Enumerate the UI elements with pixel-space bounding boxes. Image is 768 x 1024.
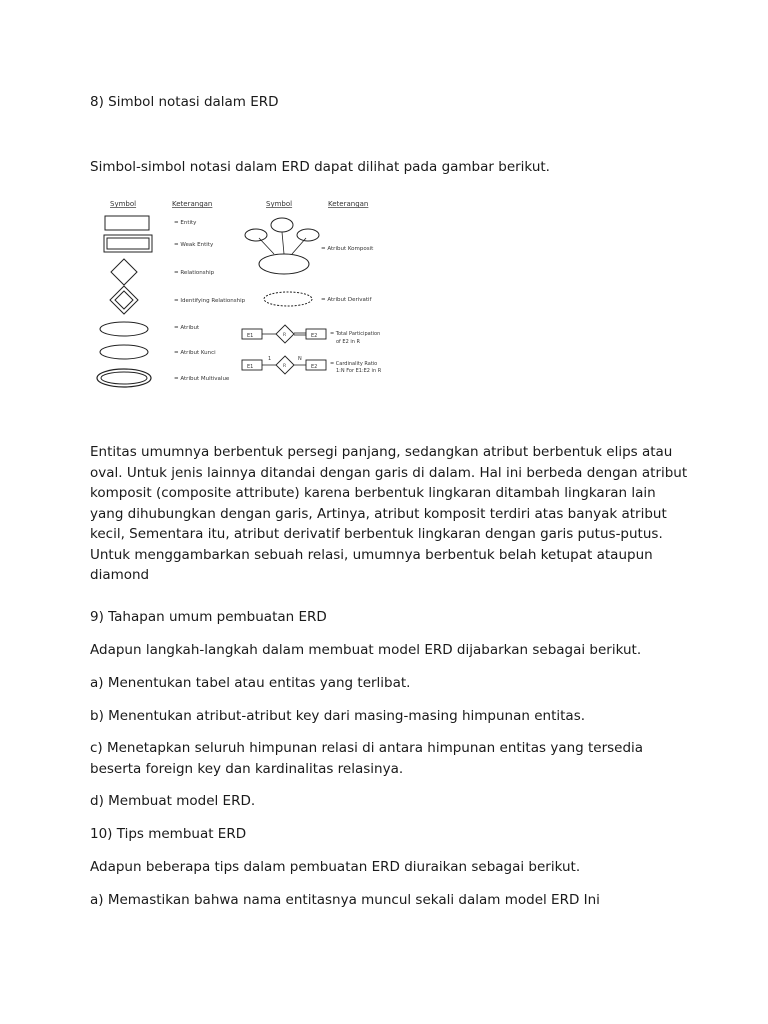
composite-sub-attribute-left bbox=[245, 229, 267, 241]
cardinality-label-1: = Cardinality Ratio bbox=[330, 361, 378, 367]
composite-attribute-symbol bbox=[259, 254, 309, 274]
total-participation-e1-text: E1 bbox=[247, 333, 254, 339]
cardinality-n-label: N bbox=[298, 356, 302, 362]
derived-attribute-label: = Atribut Derivatif bbox=[321, 297, 372, 303]
cardinality-r-text: R bbox=[283, 364, 287, 369]
section-9-intro: Adapun langkah-langkah dalam membuat model ERD dijabarkan sebagai berikut. bbox=[90, 642, 642, 658]
attribute-label: = Atribut bbox=[174, 325, 200, 331]
entity-symbol bbox=[105, 216, 149, 230]
step-a: a) Menentukan tabel atau entitas yang terlibat. bbox=[90, 675, 411, 691]
cardinality-label-2: 1:N For E1:E2 in R bbox=[336, 368, 382, 374]
identifying-relationship-label: = Identifying Relationship bbox=[174, 298, 246, 304]
derived-attribute-symbol bbox=[264, 292, 312, 306]
multivalue-attribute-label: = Atribut Multivalue bbox=[174, 376, 230, 382]
header-symbol-left: Symbol bbox=[110, 200, 137, 208]
total-participation-label-2: of E2 in R bbox=[336, 339, 360, 345]
multivalue-attribute-inner bbox=[101, 372, 147, 384]
weak-entity-symbol-inner bbox=[107, 238, 149, 249]
total-participation-label-1: = Total Participation bbox=[330, 331, 381, 337]
entity-label: = Entity bbox=[174, 220, 197, 226]
header-symbol-right: Symbol bbox=[266, 200, 293, 208]
section-8-heading: 8) Simbol notasi dalam ERD bbox=[90, 94, 279, 110]
step-c: c) Menetapkan seluruh himpunan relasi di antara himpunan entitas yang tersedia beserta foreign key dan kardinalitas relasinya. bbox=[90, 740, 644, 777]
section-10-heading: 10) Tips membuat ERD bbox=[90, 826, 247, 842]
erd-notation-diagram bbox=[92, 192, 392, 397]
header-keterangan-left: Keterangan bbox=[172, 200, 213, 208]
section-8-intro: Simbol-simbol notasi dalam ERD dapat dilihat pada gambar berikut. bbox=[90, 159, 550, 175]
composite-sub-attribute-top bbox=[271, 218, 293, 232]
composite-attribute-label: = Atribut Komposit bbox=[321, 246, 374, 252]
weak-entity-label: = Weak Entity bbox=[174, 242, 214, 248]
key-attribute-symbol bbox=[100, 345, 148, 359]
section-10-intro: Adapun beberapa tips dalam pembuatan ERD diuraikan sebagai berikut. bbox=[90, 859, 581, 875]
erd-notation-figure bbox=[92, 192, 392, 397]
step-b: b) Menentukan atribut-atribut key dari masing-masing himpunan entitas. bbox=[90, 708, 586, 724]
key-attribute-label: = Atribut Kunci bbox=[174, 350, 216, 356]
cardinality-one-label: 1 bbox=[268, 356, 272, 362]
step-d: d) Membuat model ERD. bbox=[90, 793, 256, 809]
cardinality-e1-text: E1 bbox=[247, 364, 254, 370]
identifying-relationship-inner bbox=[115, 291, 133, 309]
relationship-label: = Relationship bbox=[174, 270, 215, 276]
total-participation-e2-text: E2 bbox=[311, 333, 318, 339]
identifying-relationship-outer bbox=[110, 286, 138, 314]
composite-sub-attribute-right bbox=[297, 229, 319, 241]
total-participation-r-text: R bbox=[283, 333, 287, 338]
header-keterangan-right: Keterangan bbox=[328, 200, 369, 208]
relationship-symbol bbox=[111, 259, 137, 285]
attribute-symbol bbox=[100, 322, 148, 336]
tip-a: a) Memastikan bahwa nama entitasnya muncul sekali dalam model ERD Ini bbox=[90, 892, 600, 908]
paragraph-erd-shapes: Entitas umumnya berbentuk persegi panjang, sedangkan atribut berbentuk elips atau oval. Untuk jenis lainnya ditandai dengan garis di dalam. Hal ini berbeda dengan atribut komposit (composite attribute) karena berbentuk lingkaran ditambah lingkaran lain yang dihubungkan dengan garis, Artinya, atribut komposit terdiri atas banyak atribut kecil, Sementara itu, atribut derivatif berbentuk lingkaran dengan garis putus-putus. Untuk menggambarkan sebuah relasi, umumnya berbentuk belah ketupat ataupun diamond bbox=[90, 444, 688, 583]
cardinality-e2-text: E2 bbox=[311, 364, 318, 370]
section-9-heading: 9) Tahapan umum pembuatan ERD bbox=[90, 609, 327, 625]
